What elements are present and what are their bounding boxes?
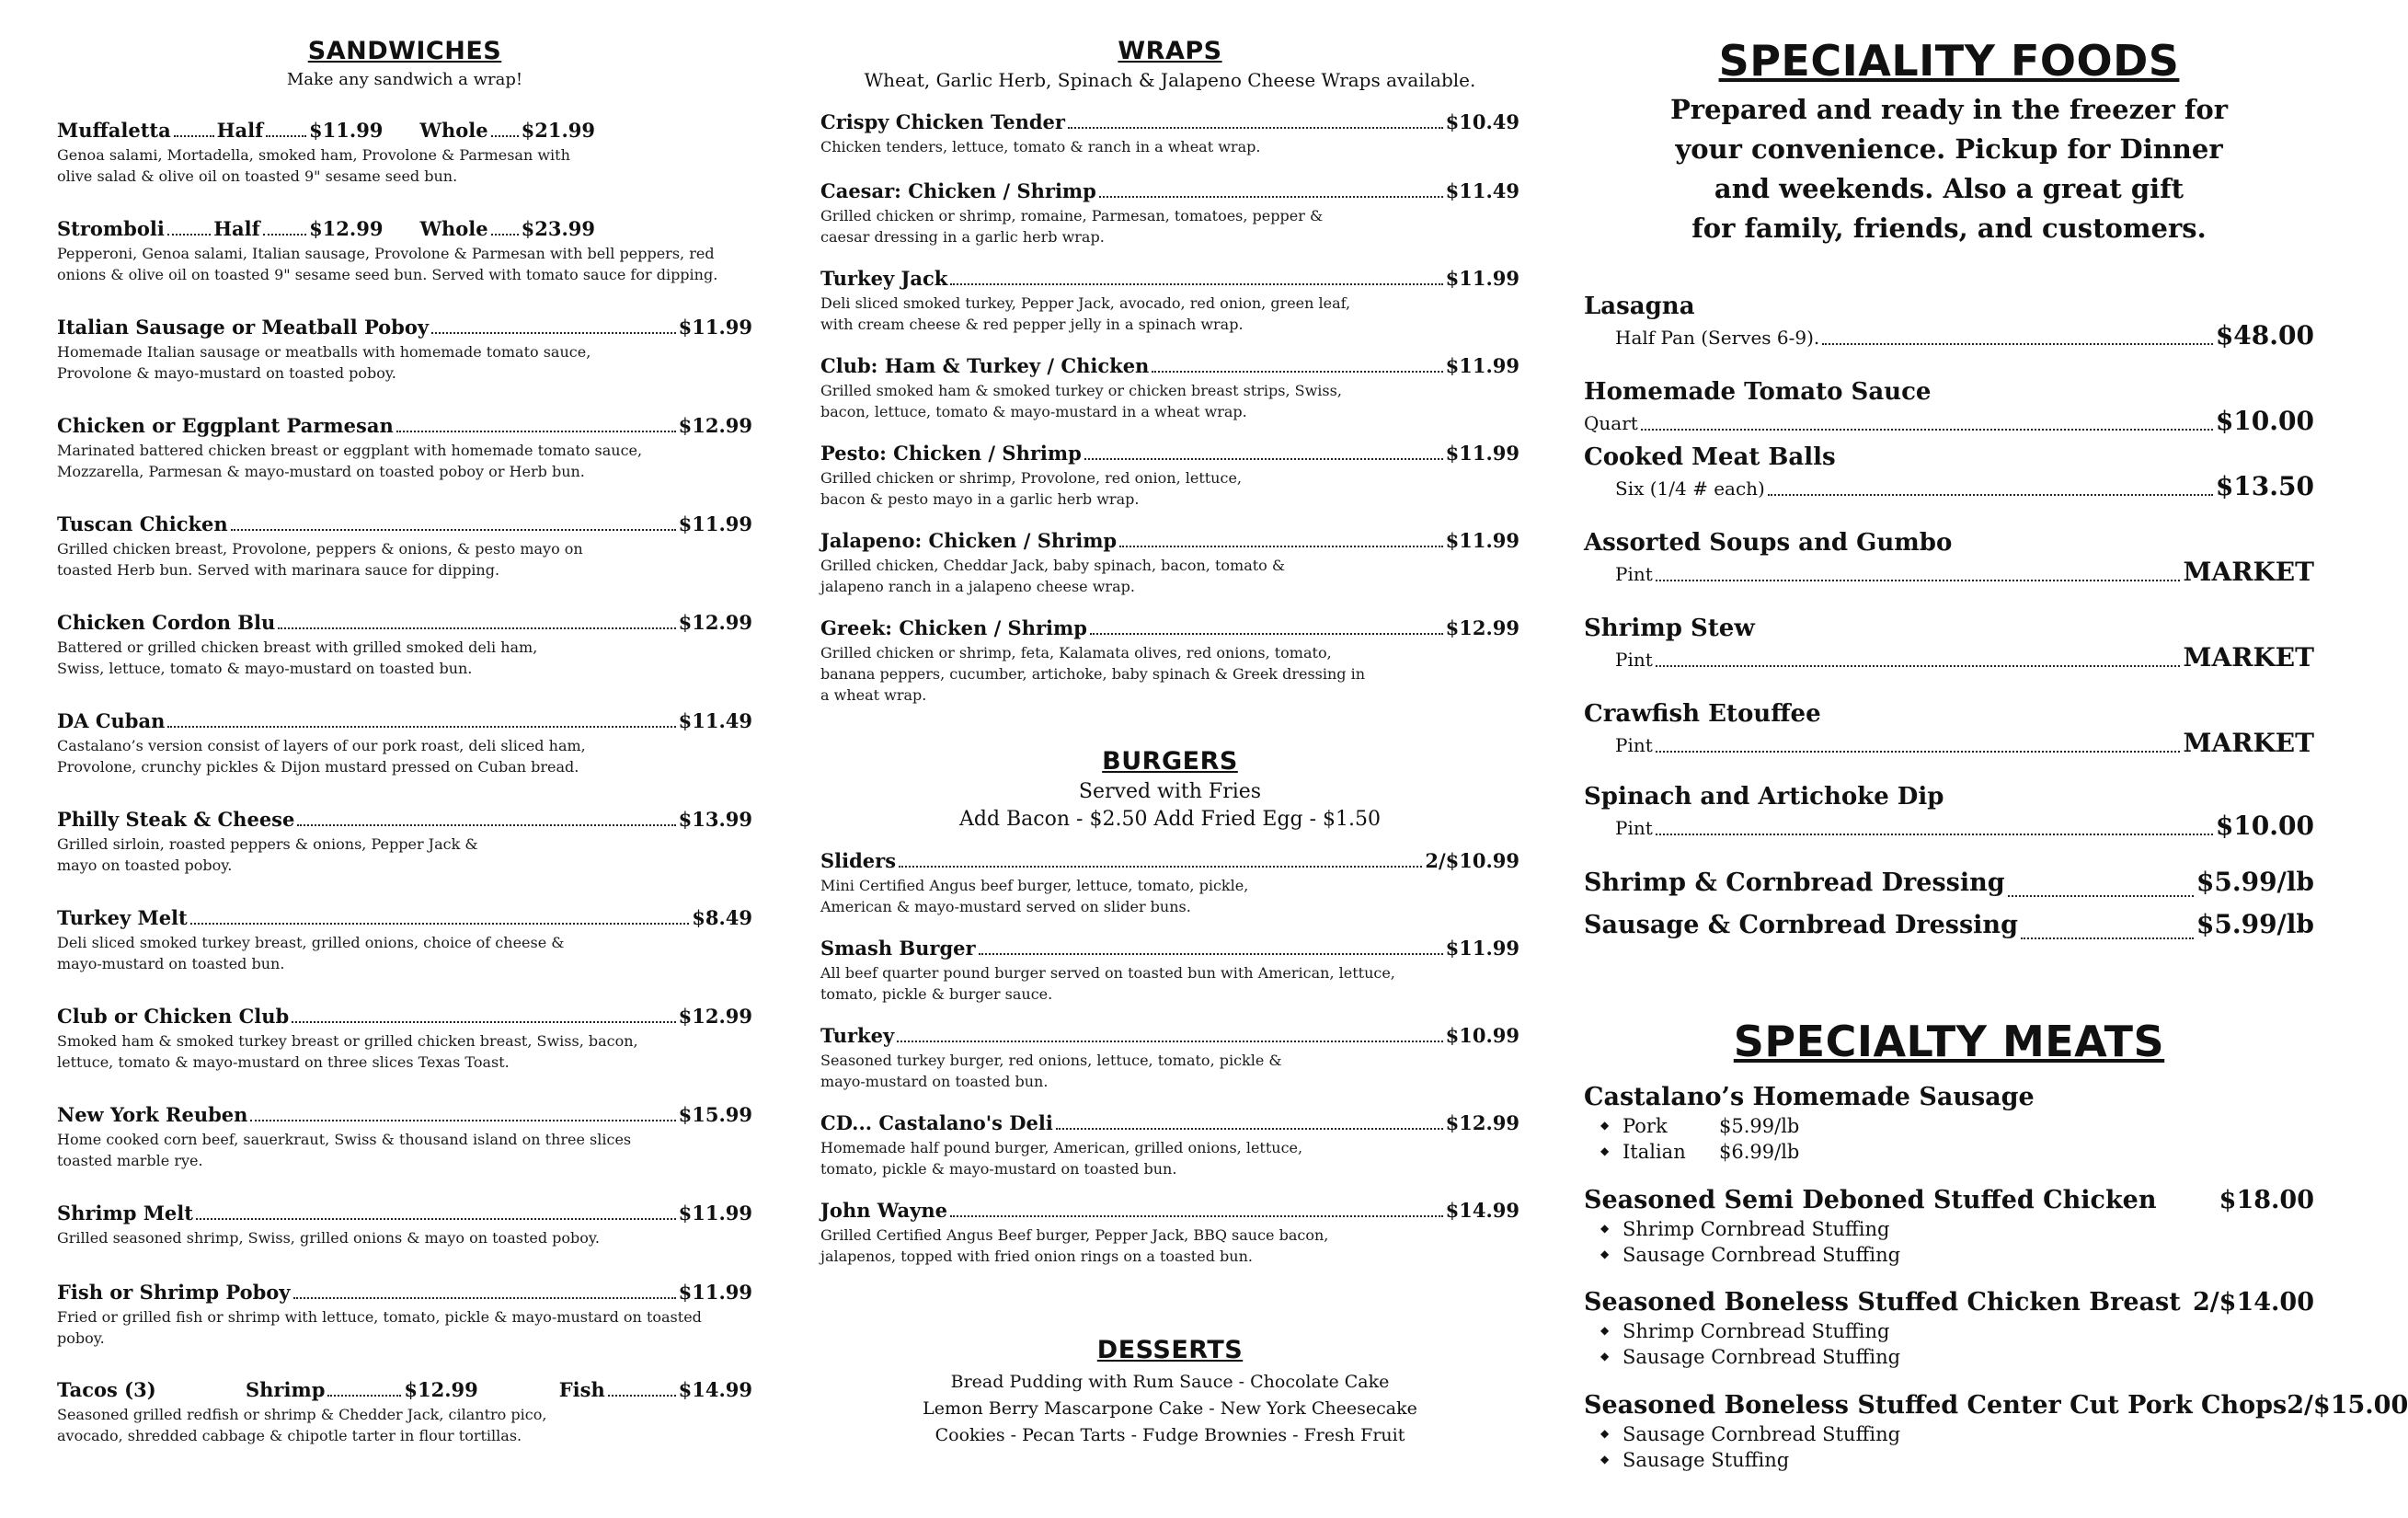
list-item: ◆ Sausage Cornbread Stuffing bbox=[1623, 1242, 2314, 1268]
item-description: Grilled chicken, Cheddar Jack, baby spinach, bacon, tomato & jalapeno ranch in a jalapeno cheese wrap. bbox=[820, 557, 1286, 595]
item-description: All beef quarter pound burger served on toasted bun with American, lettuce, tomato, pickle & burger sauce. bbox=[820, 964, 1395, 1003]
burgers-subtitle: Served with Fries bbox=[1078, 780, 1262, 803]
menu-item-club: Club or Chicken Club $12.99 Smoked ham & smoked turkey breast or grilled chicken breast, Swiss, bacon, lettuce, tomato & mayo-mustard on three slices Texas Toast. bbox=[57, 1005, 752, 1071]
menu-item-philly-steak: Philly Steak & Cheese $13.99 Grilled sirloin, roasted peppers & onions, Pepper Jack & mayo on toasted poboy. bbox=[57, 808, 752, 874]
item-description: Deli sliced smoked turkey breast, grilled onions, choice of cheese & mayo-mustard on toasted bun. bbox=[57, 934, 565, 972]
list-item: ◆ Pork $5.99/lb bbox=[1623, 1113, 2314, 1139]
specialty-item-crawfish-etouffee: Crawfish Etouffee Pint MARKET bbox=[1584, 700, 2314, 758]
list-item: ◆ Italian $6.99/lb bbox=[1623, 1139, 2314, 1165]
item-description: Grilled chicken or shrimp, Provolone, red onion, lettuce, bacon & pesto mayo in a garlic herb wrap. bbox=[820, 469, 1242, 508]
menu-item-turkey-melt: Turkey Melt $8.49 Deli sliced smoked turkey breast, grilled onions, choice of cheese & mayo-mustard on toasted bun. bbox=[57, 906, 752, 972]
dessert-line: Lemon Berry Mascarpone Cake - New York Cheesecake bbox=[923, 1398, 1417, 1419]
specialty-item-stuffed-chicken-breast: Seasoned Boneless Stuffed Chicken Breast 2/$14.00 ◆ Shrimp Cornbread Stuffing ◆ Sausage Cornbread Stuffing bbox=[1584, 1287, 2314, 1370]
wraps-heading: WRAPS bbox=[1118, 37, 1222, 65]
item-description: Home cooked corn beef, sauerkraut, Swiss & thousand island on three slices toasted marble rye. bbox=[57, 1131, 632, 1169]
item-description: Marinated battered chicken breast or eggplant with homemade tomato sauce, Mozzarella, Parmesan & mayo-mustard on toasted poboy or Herb bun. bbox=[57, 442, 643, 480]
specialty-item-shrimp-stew: Shrimp Stew Pint MARKET bbox=[1584, 615, 2314, 673]
menu-item-chicken-eggplant-parmesan: Chicken or Eggplant Parmesan $12.99 Marinated battered chicken breast or eggplant with homemade tomato sauce, Mozzarella, Parmesan & mayo-mustard on toasted poboy or Herb bun. bbox=[57, 414, 752, 480]
wraps-subtitle: Wheat, Garlic Herb, Spinach & Jalapeno Cheese Wraps available. bbox=[864, 69, 1476, 91]
menu-item-sliders: Sliders 2/$10.99 Mini Certified Angus beef burger, lettuce, tomato, pickle, American & mayo-mustard served on slider buns. bbox=[820, 849, 1519, 915]
menu-item-shrimp-melt: Shrimp Melt $11.99 Grilled seasoned shrimp, Swiss, grilled onions & mayo on toasted poboy. bbox=[57, 1202, 752, 1247]
menu-item-crispy-chicken-tender: Crispy Chicken Tender $10.49 Chicken tenders, lettuce, tomato & ranch in a wheat wrap. bbox=[820, 110, 1519, 155]
specialty-item-soups: Assorted Soups and Gumbo Pint MARKET bbox=[1584, 529, 2314, 587]
item-description: Deli sliced smoked turkey, Pepper Jack, avocado, red onion, green leaf, with cream cheese & red pepper jelly in a spinach wrap. bbox=[820, 294, 1351, 333]
sandwiches-heading: SANDWICHES bbox=[307, 37, 502, 65]
specialty-meats-heading: SPECIALTY MEATS bbox=[1733, 1017, 2165, 1066]
burgers-heading: BURGERS bbox=[1102, 747, 1238, 776]
menu-item-smash-burger: Smash Burger $11.99 All beef quarter pound burger served on toasted bun with American, lettuce, tomato, pickle & burger sauce. bbox=[820, 937, 1519, 1003]
menu-item-castalanos-deli: CD... Castalano's Deli $12.99 Homemade half pound burger, American, grilled onions, lettuce, tomato, pickle & mayo-mustard on toasted bun. bbox=[820, 1111, 1519, 1178]
menu-item-turkey-burger: Turkey $10.99 Seasoned turkey burger, red onions, lettuce, tomato, pickle & mayo-mustard on toasted bun. bbox=[820, 1024, 1519, 1090]
menu-item-john-wayne: John Wayne $14.99 Grilled Certified Angus Beef burger, Pepper Jack, BBQ sauce bacon, jalapenos, topped with fried onion rings on a toasted bun. bbox=[820, 1199, 1519, 1265]
item-description: Grilled Certified Angus Beef burger, Pepper Jack, BBQ sauce bacon, jalapenos, topped with fried onion rings on a toasted bun. bbox=[820, 1226, 1329, 1265]
menu-item-fish-shrimp-poboy: Fish or Shrimp Poboy $11.99 Fried or grilled fish or shrimp with lettuce, tomato, pickle & mayo-mustard on toasted poboy. bbox=[57, 1281, 752, 1347]
burgers-addons: Add Bacon - $2.50 Add Fried Egg - $1.50 bbox=[958, 808, 1382, 831]
menu-item-stromboli: Stromboli Half $12.99 Whole $23.99 Pepperoni, Genoa salami, Italian sausage, Provolone & Parmesan with bell peppers, red onions & olive oil on toasted 9" sesame seed bun. Served with tomato sauce for dipping. bbox=[57, 216, 752, 285]
item-description: Grilled chicken or shrimp, romaine, Parmesan, tomatoes, pepper & caesar dressing in a garlic herb wrap. bbox=[820, 207, 1324, 246]
menu-item-tacos: Tacos (3) Shrimp $12.99 Fish $14.99 Seasoned grilled redfish or shrimp & Chedder Jack, cilantro pico, avocado, shredded cabbage & chipotle tarter in flour tortillas. bbox=[57, 1378, 752, 1444]
item-description: Castalano’s version consist of layers of our pork roast, deli sliced ham, Provolone, crunchy pickles & Dijon mustard pressed on Cuban bread. bbox=[57, 737, 586, 776]
item-description: Smoked ham & smoked turkey breast or grilled chicken breast, Swiss, bacon, lettuce, tomato & mayo-mustard on three slices Texas Toast. bbox=[57, 1032, 638, 1071]
item-description: Grilled sirloin, roasted peppers & onions, Pepper Jack & mayo on toasted poboy. bbox=[57, 835, 478, 874]
item-description: Mini Certified Angus beef burger, lettuce, tomato, pickle, American & mayo-mustard served on slider buns. bbox=[820, 877, 1249, 915]
list-item: ◆ Sausage Cornbread Stuffing bbox=[1623, 1421, 2314, 1447]
menu-item-da-cuban: DA Cuban $11.49 Castalano’s version consist of layers of our pork roast, deli sliced ham, Provolone, crunchy pickles & Dijon mustard pressed on Cuban bread. bbox=[57, 709, 752, 776]
desserts-heading: DESSERTS bbox=[1096, 1336, 1244, 1364]
dessert-line: Cookies - Pecan Tarts - Fudge Brownies - Fresh Fruit bbox=[935, 1425, 1405, 1445]
item-description: Grilled chicken or shrimp, feta, Kalamata olives, red onions, tomato, banana peppers, cucumber, artichoke, baby spinach & Greek dressing in a wheat wrap. bbox=[820, 644, 1366, 704]
specialty-foods-heading: SPECIALITY FOODS bbox=[1718, 36, 2180, 86]
item-description: Grilled smoked ham & smoked turkey or chicken breast strips, Swiss, bacon, lettuce, tomato & mayo-mustard in a wheat wrap. bbox=[820, 382, 1342, 420]
list-item: ◆ Shrimp Cornbread Stuffing bbox=[1623, 1318, 2314, 1344]
specialty-foods-intro: Prepared and ready in the freezer for your convenience. Pickup for Dinner and weekends. Also a great gift for family, friends, and customers. bbox=[1670, 94, 2228, 244]
list-item: ◆ Sausage Cornbread Stuffing bbox=[1623, 1344, 2314, 1370]
menu-item-jalapeno-wrap: Jalapeno: Chicken / Shrimp $11.99 Grilled chicken, Cheddar Jack, baby spinach, bacon, tomato & jalapeno ranch in a jalapeno cheese wrap. bbox=[820, 529, 1519, 595]
menu-item-club-wrap: Club: Ham & Turkey / Chicken $11.99 Grilled smoked ham & smoked turkey or chicken breast strips, Swiss, bacon, lettuce, tomato & mayo-mustard in a wheat wrap. bbox=[820, 354, 1519, 420]
item-description: Grilled seasoned shrimp, Swiss, grilled onions & mayo on toasted poboy. bbox=[57, 1229, 600, 1247]
menu-item-pesto-wrap: Pesto: Chicken / Shrimp $11.99 Grilled chicken or shrimp, Provolone, red onion, lettuce, bacon & pesto mayo in a garlic herb wrap. bbox=[820, 442, 1519, 508]
item-description: Grilled chicken breast, Provolone, peppers & onions, & pesto mayo on toasted Herb bun. Served with marinara sauce for dipping. bbox=[57, 540, 583, 579]
list-item: ◆ Shrimp Cornbread Stuffing bbox=[1623, 1216, 2314, 1242]
menu-item-muffaletta: Muffaletta Half $11.99 Whole $21.99 Genoa salami, Mortadella, smoked ham, Provolone & Parmesan with olive salad & olive oil on toasted 9" sesame seed bun. bbox=[57, 119, 595, 185]
item-description: Homemade Italian sausage or meatballs with homemade tomato sauce, Provolone & mayo-mustard on toasted poboy. bbox=[57, 343, 591, 382]
item-description: Genoa salami, Mortadella, smoked ham, Provolone & Parmesan with olive salad & olive oil on toasted 9" sesame seed bun. bbox=[57, 146, 570, 185]
specialty-item-tomato-sauce: Homemade Tomato Sauce Quart $10.00 bbox=[1584, 378, 2314, 436]
item-description: Seasoned grilled redfish or shrimp & Chedder Jack, cilantro pico, avocado, shredded cabbage & chipotle tarter in flour tortillas. bbox=[57, 1406, 547, 1444]
item-description: Seasoned turkey burger, red onions, lettuce, tomato, pickle & mayo-mustard on toasted bun. bbox=[820, 1052, 1282, 1090]
specialty-item-lasagna: Lasagna Half Pan (Serves 6-9). $48.00 bbox=[1584, 293, 2314, 351]
specialty-item-sausage-dressing: Sausage & Cornbread Dressing $5.99/lb bbox=[1584, 909, 2314, 939]
dessert-line: Bread Pudding with Rum Sauce - Chocolate Cake bbox=[950, 1372, 1390, 1392]
menu-item-italian-sausage-poboy: Italian Sausage or Meatball Poboy $11.99 Homemade Italian sausage or meatballs with homemade tomato sauce, Provolone & mayo-mustard on toasted poboy. bbox=[57, 316, 752, 382]
item-description: Pepperoni, Genoa salami, Italian sausage, Provolone & Parmesan with bell peppers, red onions & olive oil on toasted 9" sesame seed bun. Served with tomato sauce for dipping. bbox=[57, 245, 718, 283]
specialty-item-stuffed-pork-chops: Seasoned Boneless Stuffed Center Cut Pork Chops 2/$15.00 ◆ Sausage Cornbread Stuffing ◆ Sausage Stuffing bbox=[1584, 1390, 2314, 1473]
specialty-item-shrimp-dressing: Shrimp & Cornbread Dressing $5.99/lb bbox=[1584, 867, 2314, 897]
sandwiches-subtitle: Make any sandwich a wrap! bbox=[286, 70, 523, 89]
specialty-item-spinach-dip: Spinach and Artichoke Dip Pint $10.00 bbox=[1584, 783, 2314, 841]
specialty-item-stuffed-chicken: Seasoned Semi Deboned Stuffed Chicken $18.00 ◆ Shrimp Cornbread Stuffing ◆ Sausage Cornbread Stuffing bbox=[1584, 1185, 2314, 1268]
menu-item-turkey-jack: Turkey Jack $11.99 Deli sliced smoked turkey, Pepper Jack, avocado, red onion, green leaf, with cream cheese & red pepper jelly in a spinach wrap. bbox=[820, 267, 1519, 333]
item-description: Homemade half pound burger, American, grilled onions, lettuce, tomato, pickle & mayo-mustard on toasted bun. bbox=[820, 1139, 1303, 1178]
menu-item-tuscan-chicken: Tuscan Chicken $11.99 Grilled chicken breast, Provolone, peppers & onions, & pesto mayo on toasted Herb bun. Served with marinara sauce for dipping. bbox=[57, 512, 752, 579]
specialty-item-homemade-sausage: Castalano’s Homemade Sausage ◆ Pork $5.99/lb ◆ Italian $6.99/lb bbox=[1584, 1082, 2314, 1165]
item-description: Chicken tenders, lettuce, tomato & ranch in a wheat wrap. bbox=[820, 138, 1261, 155]
specialty-item-meat-balls: Cooked Meat Balls Six (1/4 # each) $13.50 bbox=[1584, 443, 2314, 501]
menu-item-chicken-cordon-blu: Chicken Cordon Blu $12.99 Battered or grilled chicken breast with grilled smoked deli ham, Swiss, lettuce, tomato & mayo-mustard on toasted bun. bbox=[57, 611, 752, 677]
menu-item-new-york-reuben: New York Reuben $15.99 Home cooked corn beef, sauerkraut, Swiss & thousand island on three slices toasted marble rye. bbox=[57, 1103, 752, 1169]
menu-item-greek-wrap: Greek: Chicken / Shrimp $12.99 Grilled chicken or shrimp, feta, Kalamata olives, red onions, tomato, banana peppers, cucumber, artichoke, baby spinach & Greek dressing in a wheat wrap. bbox=[820, 616, 1519, 704]
item-description: Battered or grilled chicken breast with grilled smoked deli ham, Swiss, lettuce, tomato & mayo-mustard on toasted bun. bbox=[57, 638, 538, 677]
item-description: Fried or grilled fish or shrimp with lettuce, tomato, pickle & mayo-mustard on toasted poboy. bbox=[57, 1308, 702, 1347]
menu-item-caesar-wrap: Caesar: Chicken / Shrimp $11.49 Grilled chicken or shrimp, romaine, Parmesan, tomatoes, pepper & caesar dressing in a garlic herb wrap. bbox=[820, 179, 1519, 246]
list-item: ◆ Sausage Stuffing bbox=[1623, 1447, 2314, 1473]
